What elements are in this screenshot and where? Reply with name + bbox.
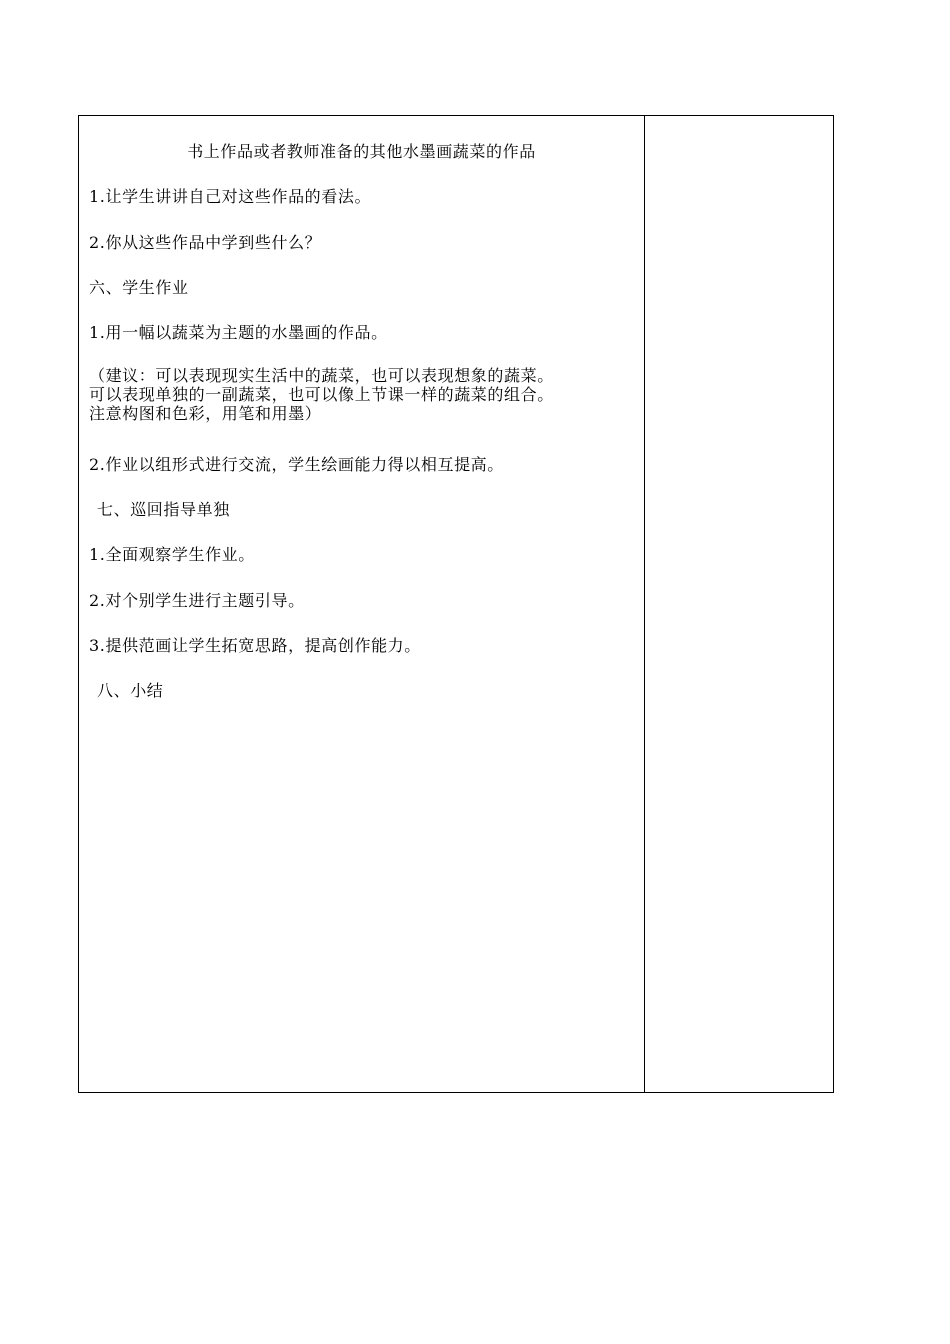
suggestion-line: （建议：可以表现现实生活中的蔬菜，也可以表现想象的蔬菜。 (89, 366, 554, 385)
suggestion-line: 注意构图和色彩，用笔和用墨） (89, 404, 322, 423)
suggestion-line: 可以表现单独的一副蔬菜，也可以像上节课一样的蔬菜的组合。 (89, 385, 554, 404)
section-heading: 书上作品或者教师准备的其他水墨画蔬菜的作品 (187, 142, 536, 161)
section-title-six: 六、学生作业 (89, 278, 189, 297)
text-line: 2.对个别学生进行主题引导。 (89, 591, 305, 610)
text-line: 1.全面观察学生作业。 (89, 545, 255, 564)
lesson-table (78, 115, 834, 1093)
section-title-eight: 八、小结 (97, 681, 164, 700)
text-line: 1.用一幅以蔬菜为主题的水墨画的作品。 (89, 323, 388, 342)
suggestion-paragraph (89, 366, 640, 423)
text-line: 2.作业以组形式进行交流，学生绘画能力得以相互提高。 (89, 455, 504, 474)
main-content-cell (79, 116, 645, 1092)
text-line: 2.你从这些作品中学到些什么？ (89, 233, 322, 252)
section-title-seven: 七、巡回指导单独 (97, 500, 230, 519)
text-line: 3.提供范画让学生拓宽思路，提高创作能力。 (89, 636, 421, 655)
text-line: 1.让学生讲讲自己对这些作品的看法。 (89, 187, 372, 206)
notes-cell (645, 116, 833, 1092)
